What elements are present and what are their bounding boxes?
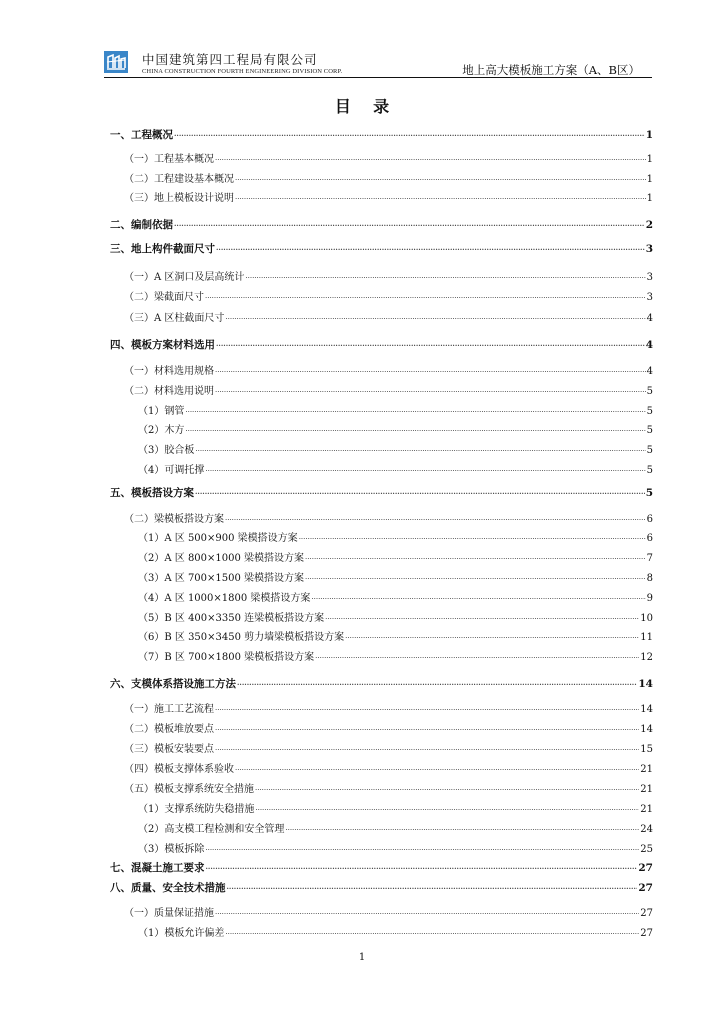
toc-entry-title: 八、质量、安全技术措施 [110,882,226,894]
toc-entry-page: 7 [646,553,653,564]
toc-entry[interactable] [124,510,653,524]
toc-dot-leader [235,764,639,772]
toc-dot-leader [216,243,645,252]
toc-entry[interactable] [138,924,653,938]
toc-entry-title: （1）钢管 [138,406,185,417]
toc-entry[interactable] [110,127,653,141]
toc-entry-title: 六、支模体系搭设施工方法 [110,678,236,690]
toc-entry-title: （2）高支模工程检测和安全管理 [138,824,285,835]
toc-entry-title: （一）质量保证措施 [124,908,214,919]
toc-entry-title: （1）支撑系统防失稳措施 [138,804,255,815]
toc-entry-title: （一）施工工艺流程 [124,704,214,715]
toc-entry-page: 1 [646,174,653,185]
toc-dot-leader [299,533,646,541]
toc-entry-title: （1）模板允许偏差 [138,928,225,939]
toc-entry[interactable] [138,609,653,623]
toc-entry-page: 21 [640,784,653,795]
toc-entry-page: 4 [645,339,653,351]
toc-entry-title: （三）地上模板设计说明 [124,193,234,204]
toc-dot-leader [185,425,645,433]
toc-entry-title: （3）A 区 700×1500 梁模搭设方案 [138,573,305,584]
toc-entry[interactable] [124,362,653,376]
toc-entry-page: 5 [646,425,653,436]
toc-entry-title: （三）模板安装要点 [124,744,214,755]
toc-entry-page: 1 [646,193,653,204]
toc-entry[interactable] [110,485,653,499]
toc-dot-leader [215,724,639,732]
toc-entry-title: 五、模板搭设方案 [110,487,194,499]
toc-entry-page: 5 [646,386,653,397]
toc-entry[interactable] [124,170,653,184]
toc-entry-page: 3 [646,272,653,283]
header-divider [104,77,652,78]
toc-dot-leader [315,652,639,660]
toc-entry[interactable] [138,648,653,662]
toc-entry[interactable] [124,268,653,282]
toc-entry-title: （3）胶合板 [138,445,195,456]
toc-entry-page: 4 [646,313,653,324]
toc-entry[interactable] [138,820,653,834]
toc-dot-leader [325,613,639,621]
toc-dot-leader [255,784,639,792]
toc-entry-title: 一、工程概况 [110,129,173,141]
toc-entry[interactable] [138,402,653,416]
toc-dot-leader [206,862,638,871]
toc-entry[interactable] [124,720,653,734]
toc-entry-page: 21 [640,764,653,775]
toc-entry[interactable] [138,549,653,563]
toc-entry-page: 21 [640,804,653,815]
toc-entry[interactable] [138,589,653,603]
toc-entry-page: 3 [646,292,653,303]
toc-entry-page: 27 [638,882,653,894]
toc-entry-title: （二）梁模板搭设方案 [124,514,224,525]
toc-dot-leader [225,313,645,321]
toc-entry-page: 5 [646,465,653,476]
toc-dot-leader [195,445,645,453]
toc-entry[interactable] [110,241,653,255]
toc-entry[interactable] [124,309,653,323]
toc-dot-leader [215,366,646,374]
toc-entry-page: 24 [640,824,653,835]
toc-dot-leader [227,882,638,891]
toc-entry-title: （二）模板堆放要点 [124,724,214,735]
toc-entry-title: 三、地上构件截面尺寸 [110,243,215,255]
toc-entry-title: （2）木方 [138,425,185,436]
toc-dot-leader [215,386,646,394]
toc-dot-leader [205,465,645,473]
toc-entry-title: （7）B 区 700×1800 梁模板搭设方案 [138,652,315,663]
toc-entry[interactable] [124,189,653,203]
toc-entry-title: 二、编制依据 [110,219,173,231]
toc-entry-page: 4 [646,366,653,377]
toc-entry-title: （三）A 区柱截面尺寸 [124,313,225,324]
toc-entry[interactable] [138,441,653,455]
toc-entry-title: （6）B 区 350×3450 剪力墙梁模板搭设方案 [138,632,345,643]
toc-dot-leader [235,174,646,182]
toc-entry[interactable] [124,700,653,714]
toc-entry-page: 27 [638,862,653,874]
toc-dot-leader [215,154,646,162]
toc-entry-title: （五）模板支撑系统安全措施 [124,784,254,795]
toc-title: 目 录 [334,97,390,116]
toc-dot-leader [255,804,639,812]
toc-entry[interactable] [138,529,653,543]
toc-entry-page: 15 [640,744,653,755]
toc-entry[interactable] [138,628,653,642]
toc-entry-page: 11 [640,632,653,643]
toc-entry-title: （4）可调托撑 [138,465,205,476]
toc-dot-leader [216,339,645,348]
toc-entry[interactable] [110,860,653,874]
toc-entry[interactable] [124,382,653,396]
toc-dot-leader [225,514,646,522]
toc-entry-page: 3 [645,243,653,255]
toc-entry-title: （一）工程基本概况 [124,154,214,165]
page-header [104,48,652,78]
toc-entry[interactable] [110,880,653,894]
toc-entry-title: （二）材料选用说明 [124,386,214,397]
toc-entry-page: 5 [645,487,653,499]
toc-dot-leader [215,704,639,712]
toc-entry-page: 9 [646,593,653,604]
toc-entry-title: 七、混凝土施工要求 [110,862,205,874]
toc-entry-title: （2）A 区 800×1000 梁模搭设方案 [138,553,305,564]
toc-entry-page: 6 [646,533,653,544]
toc-dot-leader [305,553,646,561]
toc-dot-leader [215,908,639,916]
toc-dot-leader [225,928,639,936]
toc-entry[interactable] [124,904,653,918]
toc-entry-title: （四）模板支撑体系验收 [124,764,234,775]
toc-dot-leader [245,272,645,280]
company-name-cn: 中国建筑第四工程局有限公司 [142,52,318,67]
toc-entry-page: 12 [640,652,653,663]
toc-entry-title: （一）A 区洞口及层高统计 [124,272,245,283]
toc-dot-leader [235,193,646,201]
toc-dot-leader [285,824,639,832]
toc-entry[interactable] [124,780,653,794]
toc-entry-title: （3）模板拆除 [138,844,205,855]
toc-entry[interactable] [124,740,653,754]
company-name-en: CHINA CONSTRUCTION FOURTH ENGINEERING DIVISION CORP. [142,68,343,75]
toc-entry-page: 1 [645,129,653,141]
toc-entry-page: 14 [640,724,653,735]
toc-entry[interactable] [124,760,653,774]
toc-dot-leader [174,219,645,228]
toc-entry-page: 25 [640,844,653,855]
toc-entry-page: 8 [646,573,653,584]
toc-dot-leader [215,744,639,752]
toc-entry-page: 27 [640,908,653,919]
toc-entry[interactable] [110,217,653,231]
toc-entry[interactable] [138,840,653,854]
toc-entry[interactable] [138,461,653,475]
toc-entry-page: 10 [640,613,653,624]
toc-dot-leader [311,593,645,601]
toc-dot-leader [345,632,639,640]
toc-entry-page: 2 [645,219,653,231]
toc-entry-page: 1 [646,154,653,165]
toc-dot-leader [237,678,637,687]
company-logo-icon [104,51,128,73]
toc-entry[interactable] [138,569,653,583]
toc-dot-leader [205,844,639,852]
toc-entry-title: 四、模板方案材料选用 [110,339,215,351]
toc-entry-page: 27 [640,928,653,939]
toc-entry[interactable] [110,337,653,351]
toc-entry[interactable] [138,800,653,814]
toc-dot-leader [205,292,646,300]
toc-dot-leader [195,487,645,496]
toc-entry-page: 5 [646,406,653,417]
toc-entry-page: 14 [640,704,653,715]
toc-entry-title: （二）工程建设基本概况 [124,174,234,185]
toc-entry-page: 14 [638,678,653,690]
toc-entry-title: （4）A 区 1000×1800 梁模搭设方案 [138,593,311,604]
toc-entry-title: （5）B 区 400×3350 连梁模板搭设方案 [138,613,325,624]
toc-entry-page: 5 [646,445,653,456]
toc-entry-page: 6 [646,514,653,525]
toc-entry[interactable] [124,150,653,164]
toc-entry-title: （1）A 区 500×900 梁模搭设方案 [138,533,298,544]
page-number: 1 [358,952,366,963]
toc-entry[interactable] [138,421,653,435]
toc-entry[interactable] [124,288,653,302]
toc-dot-leader [185,406,645,414]
toc-entry-title: （一）材料选用规格 [124,366,214,377]
toc-entry-title: （二）梁截面尺寸 [124,292,204,303]
toc-entry[interactable] [110,676,653,690]
document-title: 地上高大模板施工方案（A、B区） [462,63,640,77]
toc-dot-leader [305,573,646,581]
toc-dot-leader [174,129,645,138]
